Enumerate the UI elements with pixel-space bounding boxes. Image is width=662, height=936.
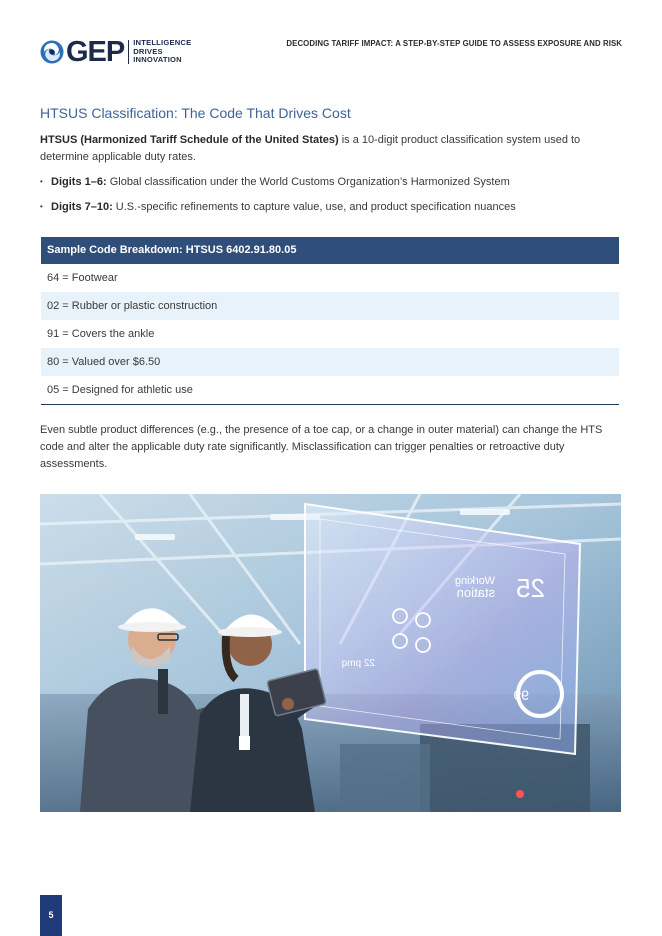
closing-paragraph: Even subtle product differences (e.g., the presence of a toe cap, or a change in outer material) can change the HTS code and alter the applicable duty rate significantly. Misclassification can trigger penalties or retroactive duty assessments. — [40, 424, 603, 470]
section-title: HTSUS Classification: The Code That Drives Cost — [40, 105, 351, 121]
hud-label-station: station — [456, 585, 495, 600]
bullet-text: U.S.-specific refinements to capture value, use, and product specification nuances — [112, 201, 516, 213]
bullet-label: Digits 1–6: — [51, 176, 107, 188]
hud-label-pmq: 22 pmq — [341, 658, 375, 669]
gep-logo — [40, 38, 191, 66]
logo-divider — [128, 40, 129, 64]
factory-scene-illustration — [40, 494, 621, 812]
table-row: 02 = Rubber or plastic construction — [41, 292, 619, 320]
hud-number: 25 — [516, 573, 545, 603]
list-item — [40, 175, 620, 189]
table-row: 80 = Valued over $6.50 — [41, 348, 619, 376]
code-breakdown-table — [41, 237, 619, 405]
logo-tagline-line: INTELLIGENCE — [133, 38, 192, 48]
logo-tagline — [133, 39, 191, 65]
list-item — [40, 200, 620, 214]
page-header — [40, 38, 622, 68]
hud-label-working: Working — [454, 575, 495, 587]
logo-tagline-line: DRIVES — [133, 46, 163, 56]
gep-swirl-icon — [40, 40, 64, 64]
logo-tagline-line: INNOVATION — [133, 55, 182, 65]
factory-workers-photo — [40, 494, 621, 812]
hud-gauge-value: 99 — [513, 687, 529, 703]
intro-text: is a 10-digit product classification system used to determine applicable duty rates. — [40, 134, 581, 163]
intro-paragraph — [40, 132, 615, 165]
logo-wordmark: GEP — [66, 36, 125, 68]
table-row: 64 = Footwear — [47, 272, 118, 284]
intro-bold-term: HTSUS (Harmonized Tariff Schedule of the United States) — [40, 134, 339, 146]
page-number: 5 — [40, 895, 62, 936]
bullet-text: Global classification under the World Customs Organization’s Harmonized System — [106, 176, 510, 188]
table-row: 05 = Designed for athletic use — [47, 384, 193, 396]
bullet-label: Digits 7–10: — [51, 201, 113, 213]
document-title: DECODING TARIFF IMPACT: A STEP-BY-STEP GUIDE TO ASSESS EXPOSURE AND RISK — [286, 39, 622, 48]
table-row: 91 = Covers the ankle — [47, 328, 155, 340]
digit-bullet-list — [40, 175, 620, 225]
table-header: Sample Code Breakdown: HTSUS 6402.91.80.05 — [41, 237, 619, 264]
